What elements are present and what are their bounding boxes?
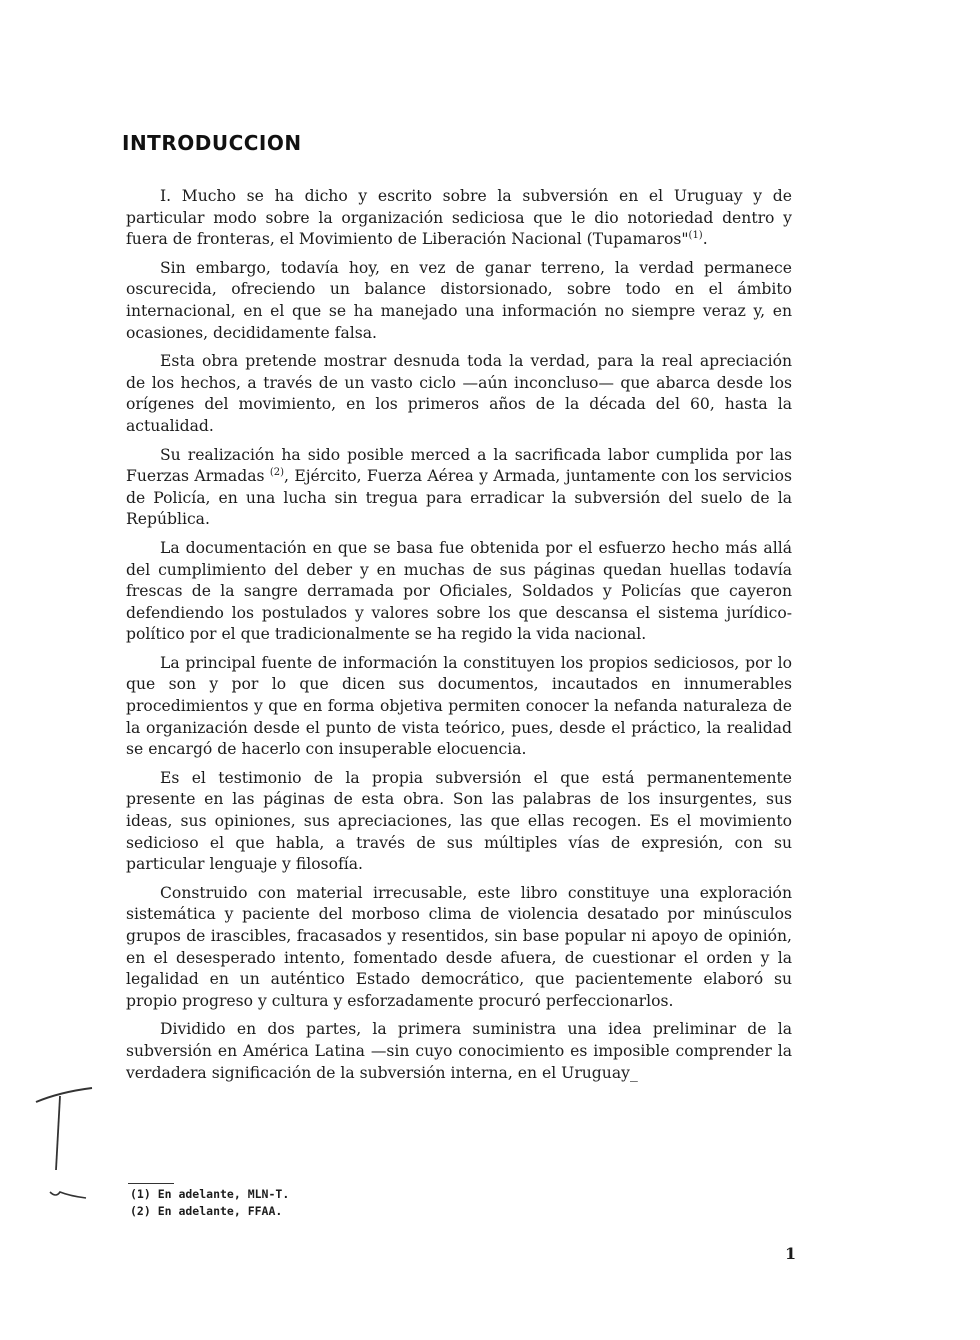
paragraph-text: Su realización ha sido posible merced a la sacrificada labor cumplida por las Fuerzas Armadas — [126, 445, 792, 486]
paragraph: Construido con material irrecusable, este libro constituye una exploración sistemática y paciente del morboso clima de violencia desatado por minúsculos grupos de irascibles, fracasados y resentidos, sin base popular ni apoyo de opinión, en el desesperado intento, fomentado desde afuera, de cuestionar el orden y la legalidad en un auténtico Estado democrático, que pacientemente elaboró su propio progreso y cultura y esforzadamente procuró perfeccionarlos. — [126, 883, 792, 1010]
footnotes — [130, 1186, 289, 1220]
footnote-divider — [128, 1183, 174, 1184]
paragraph: Es el testimonio de la propia subversión el que está permanentemente presente en las páginas de esta obra. Son las palabras de los insurgentes, sus ideas, sus opiniones, sus apreciaciones, las que ellas recogen. Es el movimiento sedicioso el que habla, a través de sus múltiples vías de expresión, con su particular lenguaje y filosofía. — [126, 768, 792, 874]
paragraph-text: I. Mucho se ha dicho y escrito sobre la subversión en el Uruguay y de particular modo sobre la organización sediciosa que le dio notoriedad dentro y fuera de fronteras, el Movimiento de Liberación Nacional (Tupamaros" — [126, 187, 792, 249]
paragraph: Sin embargo, todavía hoy, en vez de ganar terreno, la verdad permanece oscurecida, ofreciendo un balance distorsionado, sobre todo en el ámbito internacional, en el que se ha manejado una información no siempre veraz y, en ocasiones, decididamente falsa. — [126, 258, 792, 342]
paragraph: Esta obra pretende mostrar desnuda toda la verdad, para la real apreciación de los hechos, a través de un vasto ciclo —aún inconcluso— que abarca desde los orígenes del movimiento, en los primeros años de la década del 60, hasta la actualidad. — [126, 352, 792, 435]
paragraph — [126, 186, 792, 251]
paragraph: La principal fuente de información la constituyen los propios sediciosos, por lo que son y por lo que dicen sus documentos, incautados en innumerables procedimientos y que en forma objetiva permiten conocer la nefanda naturaleza de la organización desde el punto de vista teórico, pues, desde el práctico, la realidad se encargó de hacerlo con insuperable elocuencia. — [126, 653, 792, 759]
section-heading: INTRODUCCION — [122, 131, 302, 155]
footnote: (1) En adelante, MLN-T. — [130, 1187, 290, 1201]
paragraph: La documentación en que se basa fue obtenida por el esfuerzo hecho más allá del cumplimiento del deber y en muchas de sus páginas quedan huellas todavía frescas de la sangre derramada por Oficiales, Soldados y Policías que cayeron defendiendo los postulados y valores sobre los que descansa el sistema jurídico-político por el que tradicionalmente se ha regido la vida nacional. — [126, 538, 792, 644]
paragraph-tail: , Ejército, Fuerza Aérea y Armada, juntamente con los servicios de Policía, en una lucha sin tregua para erradicar la subversión del suelo de la República. — [126, 467, 792, 529]
paragraph — [126, 445, 792, 531]
footnote-reference: (1) — [688, 230, 703, 241]
footnote: (2) En adelante, FFAA. — [130, 1204, 283, 1218]
body-text — [126, 186, 792, 1091]
page-number: 1 — [785, 1244, 797, 1263]
paragraph-tail: . — [702, 230, 708, 249]
handwritten-margin-mark — [30, 1080, 100, 1220]
paragraph: Dividido en dos partes, la primera suministra una idea preliminar de la subversión en América Latina —sin cuyo conocimiento es imposible comprender la verdadera significación de la subversión interna, en el Uruguay_ — [126, 1020, 792, 1082]
footnote-reference: (2) — [269, 466, 285, 478]
